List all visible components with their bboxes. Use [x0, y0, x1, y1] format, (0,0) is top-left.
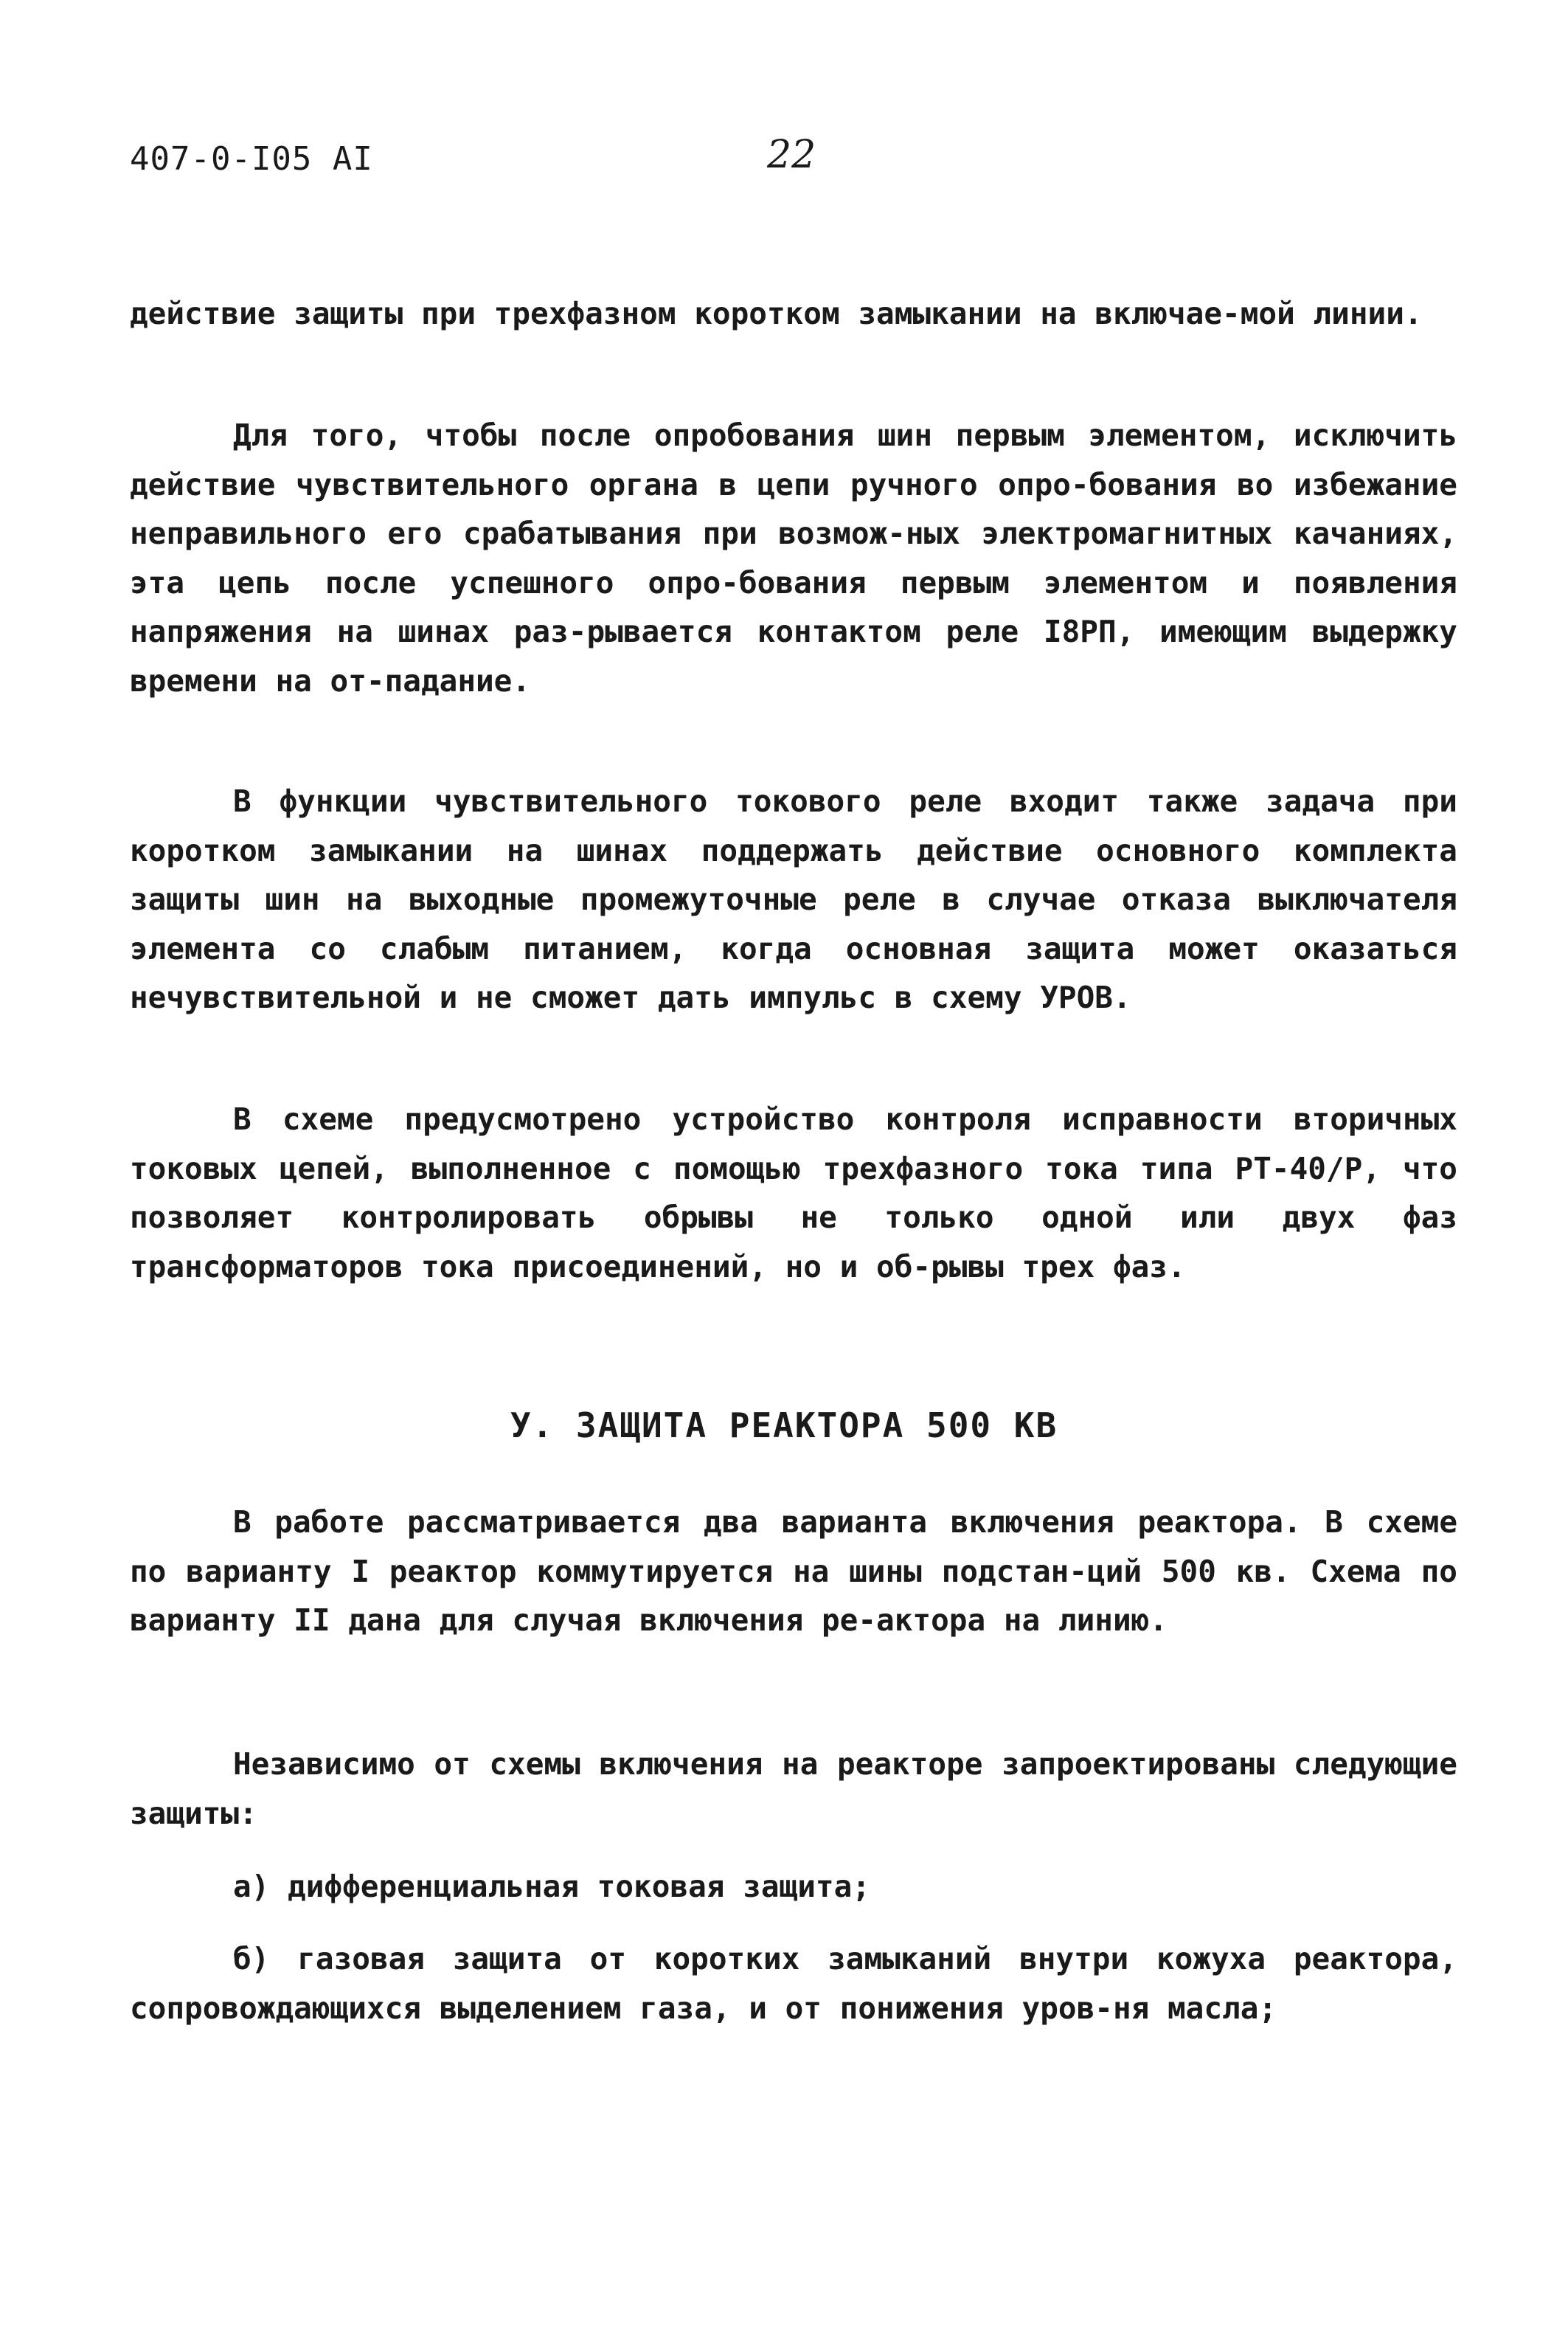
paragraph-reactor-variants: В работе рассматривается два варианта включения реактора. В схеме по варианту I реактор коммутируется на шины подстан-ций 500 кв. Схема по варианту II дана для случая включения ре-актора на линию.: [130, 1504, 1457, 1638]
paragraph-current-circuit-control: В схеме предусмотрено устройство контроля исправности вторичных токовых цепей, выполненное с помощью трехфазного тока типа РТ-40/Р, что позволяет контролировать обрывы не только одной или двух фаз трансформаторов тока присоединений, но и об-рывы трех фаз.: [130, 1101, 1457, 1284]
paragraph-continuation: действие защиты при трехфазном коротком замыкании на включае-мой линии.: [130, 296, 1423, 331]
paragraph-protections-intro: Независимо от схемы включения на реакторе запроектированы следующие защиты:: [130, 1746, 1457, 1831]
page-number: 22: [767, 133, 816, 177]
paragraph-bus-testing: Для того, чтобы после опробования шин первым элементом, исключить действие чувствительного органа в цепи ручного опро-бования во избежание неправильного его срабатывания при возмож-ных электромагнитных качаниях, эта цепь после успешного опро-бования первым элементом и появления напряжения на шинах раз-рывается контактом реле I8РП, имеющим выдержку времени на от-падание.: [130, 418, 1457, 699]
list-item-gas-protection: б) газовая защита от коротких замыканий внутри кожуха реактора, сопровождающихся выделением газа, и от понижения уров-ня масла;: [130, 1941, 1457, 2026]
paragraph-sensitive-relay: В функции чувствительного токового реле входит также задача при коротком замыкании на шинах поддержать действие основного комплекта защиты шин на выходные промежуточные реле в случае отказа выключателя элемента со слабым питанием, когда основная защита может оказаться нечувствительной и не сможет дать импульс в схему УРОВ.: [130, 784, 1457, 1015]
section-heading: У. ЗАЩИТА РЕАКТОРА 500 КВ: [510, 1405, 1058, 1445]
list-item-differential-protection: а) дифференциальная токовая защита;: [233, 1869, 870, 1904]
document-code: 407-0-I05 AI: [130, 140, 373, 178]
